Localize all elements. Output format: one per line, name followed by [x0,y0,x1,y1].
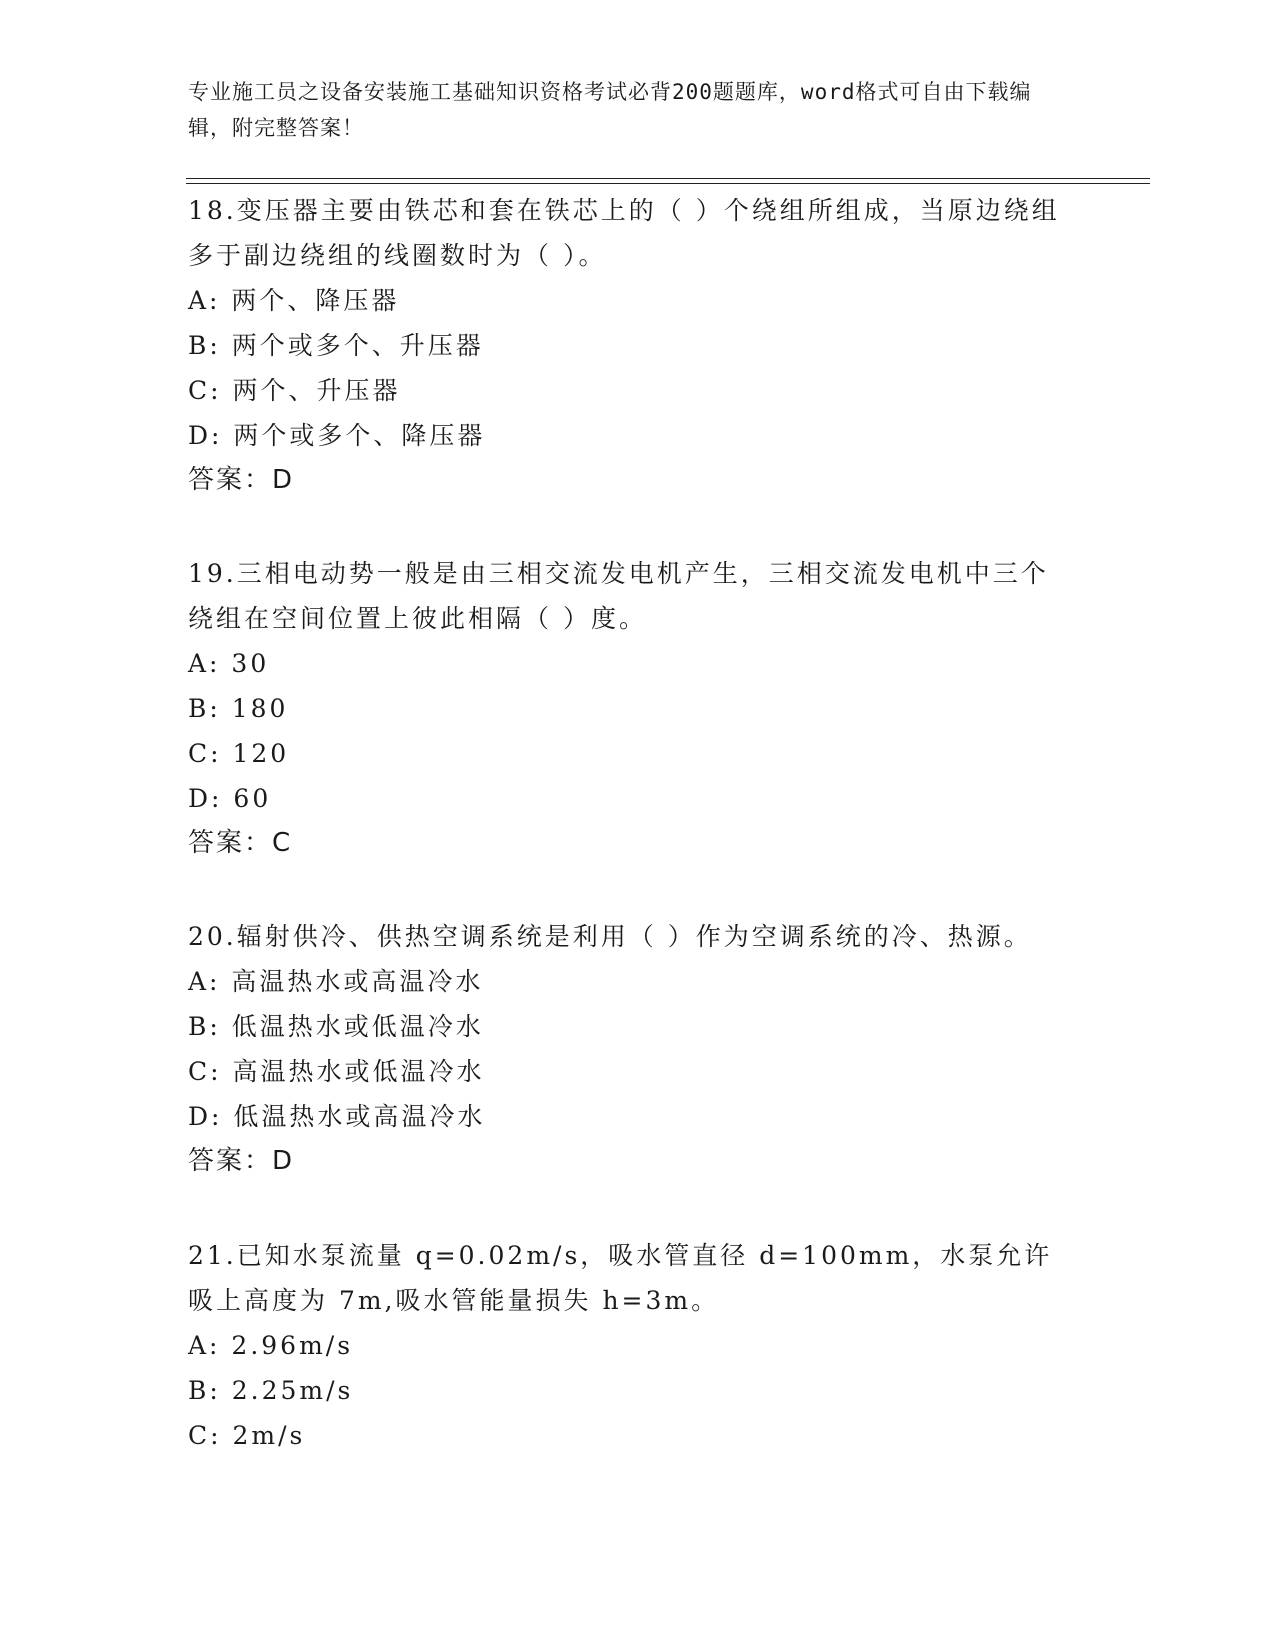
question-20 [188,914,1068,1184]
option-b: B: 180 [188,694,289,723]
option-c: C: 120 [188,739,290,768]
option-a: A: 高温热水或高温冷水 [188,967,484,996]
option-a: A: 2.96m/s [188,1331,354,1360]
question-stem: 21.已知水泵流量 q=0.02m/s，吸水管直径 d=100mm，水泵允许吸上高度为 7m,吸水管能量损失 h=3m。 [188,1241,1053,1315]
option-a: A: 30 [188,649,270,678]
question-stem: 18.变压器主要由铁芯和套在铁芯上的（ ）个绕组所组成，当原边绕组多于副边绕组的线圈数时为（ ）。 [188,196,1060,270]
option-c: C: 高温热水或低温冷水 [188,1057,485,1086]
option-c: C: 两个、升压器 [188,376,401,405]
option-b: B: 2.25m/s [188,1376,354,1405]
option-b: B: 低温热水或低温冷水 [188,1012,484,1041]
answer: 答案：C [188,828,293,858]
question-stem: 19.三相电动势一般是由三相交流发电机产生，三相交流发电机中三个绕组在空间位置上彼此相隔（ ）度。 [188,559,1049,633]
option-d: D: 低温热水或高温冷水 [188,1102,486,1131]
header-divider-bottom [186,183,1150,184]
answer: 答案：D [188,465,295,495]
question-stem: 20.辐射供冷、供热空调系统是利用（ ）作为空调系统的冷、热源。 [188,922,1032,951]
option-b: B: 两个或多个、升压器 [188,331,484,360]
question-18 [188,188,1068,503]
document-header: 专业施工员之设备安装施工基础知识资格考试必背200题题库，word格式可自由下载编辑，附完整答案！ [188,80,1032,140]
question-21 [188,1233,1068,1458]
question-19 [188,551,1068,866]
option-c: C: 2m/s [188,1421,306,1450]
option-d: D: 60 [188,784,272,813]
option-d: D: 两个或多个、降压器 [188,421,486,450]
answer: 答案：D [188,1146,295,1176]
header-divider-top [186,178,1150,179]
option-a: A: 两个、降压器 [188,286,400,315]
